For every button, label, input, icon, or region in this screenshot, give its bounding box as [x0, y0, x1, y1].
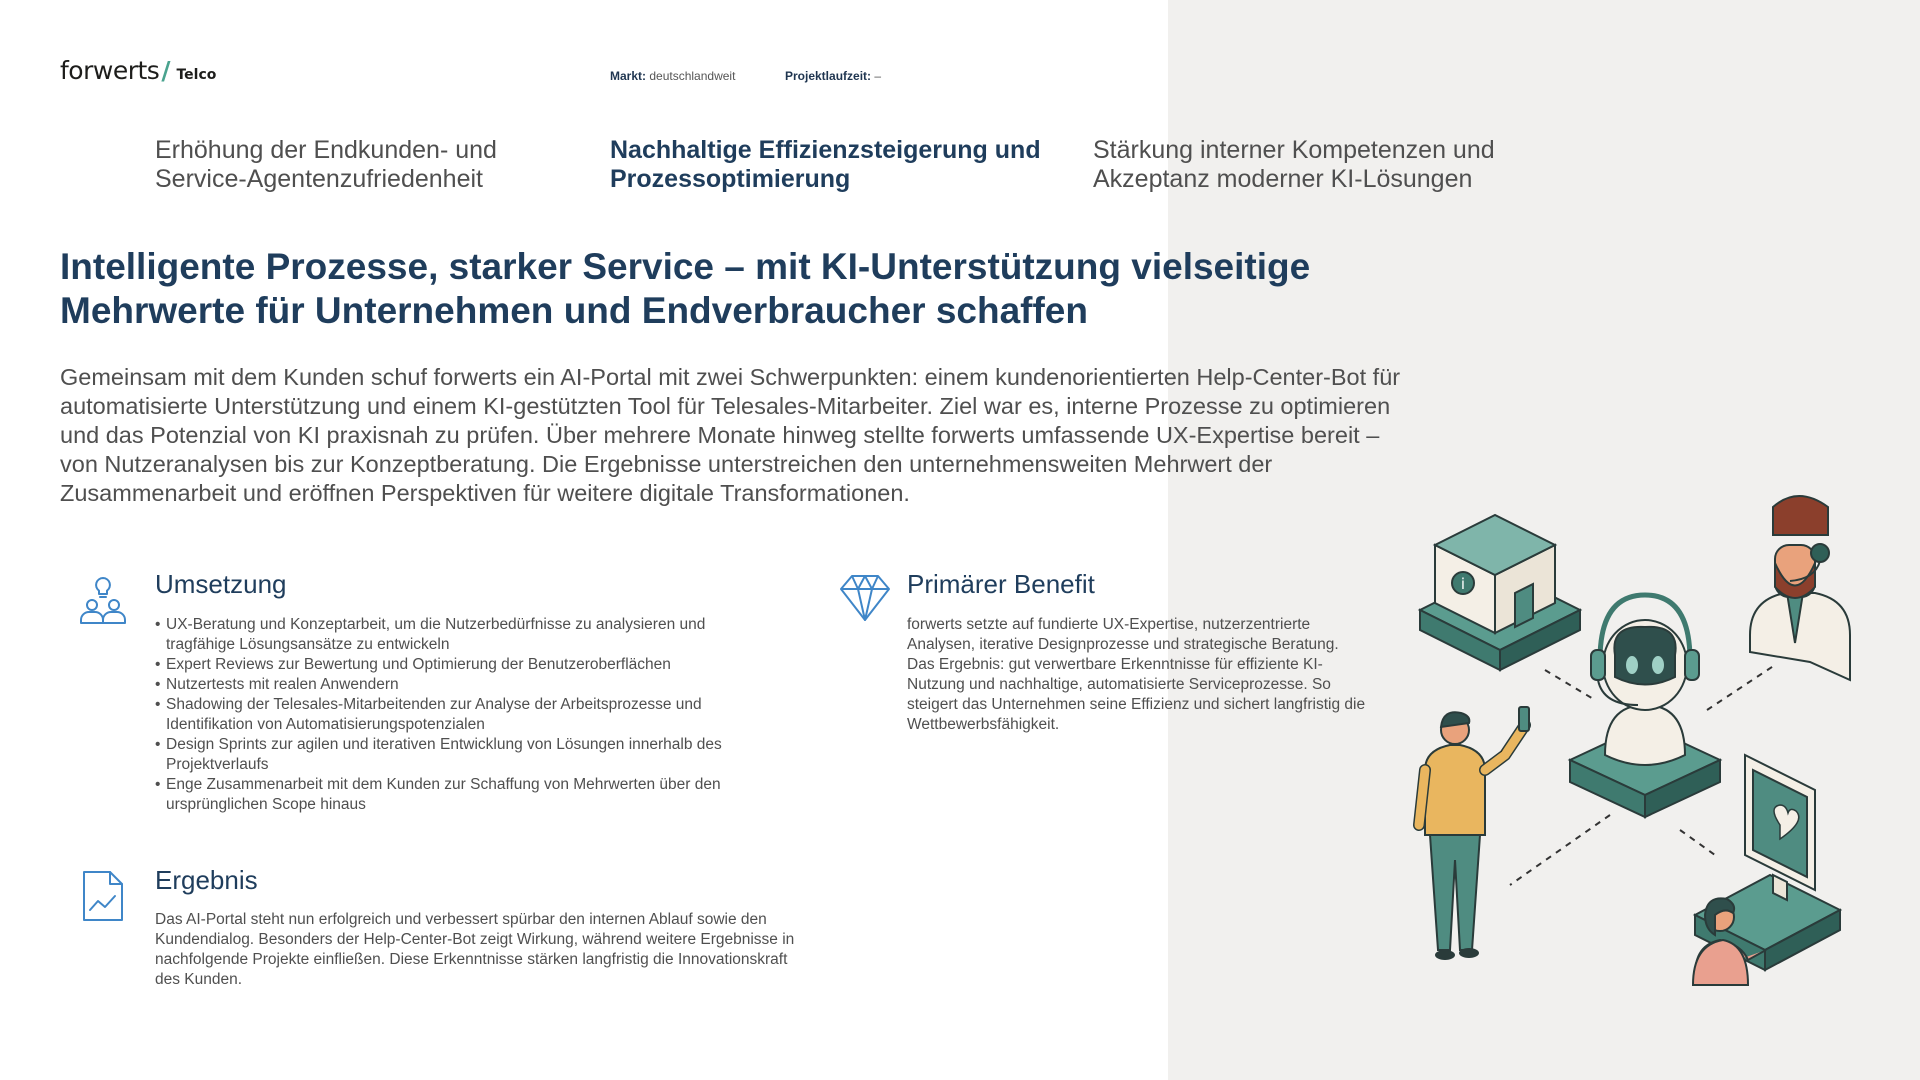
markt-label: Markt:: [610, 69, 647, 83]
chatbot-robot-icon: [1570, 595, 1720, 817]
ergebnis-text: Das AI-Portal steht nun erfolgreich und verbessert spürbar den internen Ablauf sowie den Kundendialog. Besonders der Help-Center-Bot zeigt Wirkung, während weitere Ergebnisse in nachfolgende Projekte einfließen. Diese Erkenntnisse stärken langfristig die Innovationskraft des Kunden.: [155, 911, 795, 988]
person-with-phone-figure: [1419, 707, 1529, 960]
list-item: • UX-Beratung und Konzeptarbeit, um die Nutzerbedürfnisse zu analysieren und tragfähige Lösungsansätze zu entwickeln: [155, 615, 775, 655]
forwerts-telco-logo: [60, 56, 216, 85]
monitor-heart-icon: [1695, 755, 1840, 970]
diamond-icon: [838, 572, 892, 624]
ergebnis-title: Ergebnis: [155, 865, 258, 895]
logo-slash: /: [161, 56, 171, 85]
ai-service-illustration: [1395, 485, 1895, 1025]
meta-markt: [610, 69, 735, 83]
laufzeit-label: Projektlaufzeit:: [785, 69, 872, 83]
meta-projektlaufzeit: [785, 69, 881, 83]
benefit-title: Primärer Benefit: [907, 569, 1095, 599]
goal-internal-competence: Stärkung interner Kompetenzen und Akzeptanz moderner KI-Lösungen: [1093, 136, 1495, 193]
goal-efficiency-highlighted: Nachhaltige Effizienzsteigerung und Prozessoptimierung: [610, 136, 1041, 193]
markt-value: deutschlandweit: [649, 69, 736, 83]
list-item: • Expert Reviews zur Bewertung und Optimierung der Benutzeroberflächen: [155, 655, 775, 675]
logo-brand: forwerts: [60, 56, 160, 85]
umsetzung-title: Umsetzung: [155, 569, 287, 599]
page-headline: Intelligente Prozesse, starker Service – mit KI-Unterstützung vielseitige Mehrwerte für Unternehmen und Endverbraucher schaffen: [60, 246, 1311, 331]
list-item: • Design Sprints zur agilen und iterativen Entwicklung von Lösungen innerhalb des Projektverlaufs: [155, 735, 775, 775]
svg-text:i: i: [1460, 575, 1466, 593]
support-agent-figure: [1750, 496, 1850, 680]
logo-sub: Telco: [176, 67, 217, 83]
intro-paragraph: Gemeinsam mit dem Kunden schuf forwerts ein AI-Portal mit zwei Schwerpunkten: einem kundenorientierten Help-Center-Bot für automatisierte Unterstützung und einem KI-gestützten Tool für Telesales-Mitarbeiter. Ziel war es, interne Prozesse zu optimieren und das Potenzial von KI praxisnah zu prüfen. Über mehrere Monate hinweg stellte forwerts umfassende UX-Expertise bereit – von Nutzeranalysen bis zur Konzeptberatung. Die Ergebnisse unterstreichen den unternehmensweiten Mehrwert der Zusammenarbeit und eröffnen Perspektiven für weitere digitale Transformationen.: [60, 364, 1401, 506]
info-house-icon: [1420, 515, 1580, 670]
document-chart-icon: [82, 870, 124, 922]
benefit-text: forwerts setzte auf fundierte UX-Expertise, nutzerzentrierte Analysen, iterative Designprozesse und strategische Beratung. Das Ergebnis: gut verwertbare Erkenntnisse für effiziente KI-Nutzung und nachhaltige, automatisierte Serviceprozesse. So steigert das Unternehmen seine Effizienz und sichert langfristig die Wettbewerbsfähigkeit.: [907, 616, 1366, 733]
list-item: • Enge Zusammenarbeit mit dem Kunden zur Schaffung von Mehrwerten über den ursprünglichen Scope hinaus: [155, 775, 775, 815]
team-lightbulb-icon: [77, 575, 129, 627]
goal-customer-satisfaction: Erhöhung der Endkunden- und Service-Agentenzufriedenheit: [155, 136, 497, 193]
list-item: • Shadowing der Telesales-Mitarbeitenden zur Analyse der Arbeitsprozesse und Identifikation von Automatisierungspotenzialen: [155, 695, 775, 735]
list-item: • Nutzertests mit realen Anwendern: [155, 675, 775, 695]
umsetzung-list: [155, 615, 775, 815]
laufzeit-value: –: [874, 69, 882, 83]
